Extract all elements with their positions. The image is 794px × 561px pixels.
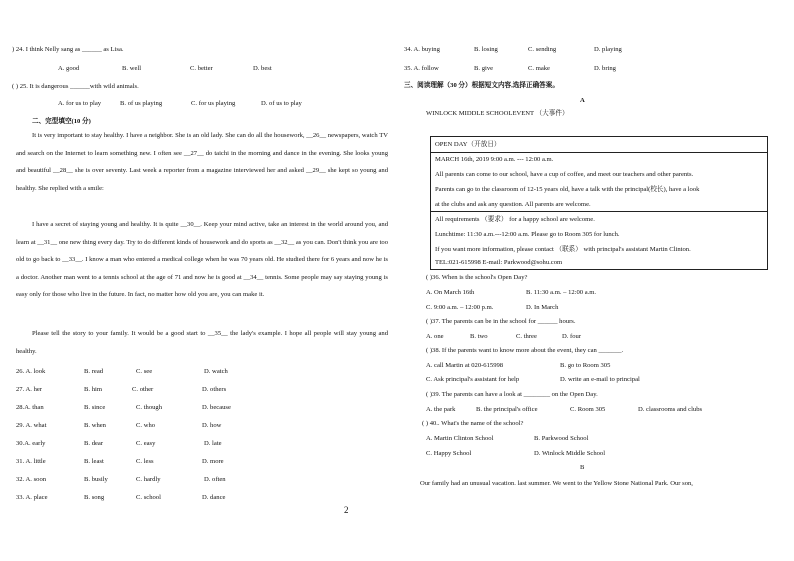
question-39-stem: ( )39. The parents can have a look at ________ on the Open Day. [426,391,598,398]
choice-32-b: B. busily [84,476,108,483]
choice-33-b: B. song [84,494,105,501]
choice-32-d: D. often [204,476,226,483]
q37-option-b: B. two [470,333,488,340]
notice-divider-1 [431,152,767,153]
notice-open-day: OPEN DAY（开放日） [435,141,501,148]
q37-option-a: A. one [426,333,444,340]
q37-option-d: D. four [562,333,582,340]
question-25-stem: ( ) 25. It is dangerous ______with wild animals. [12,83,139,90]
q38-option-a: A. call Martin at 020-615998 [426,362,504,369]
reading-heading: 三、阅读理解（30 分）根据短文内容,选择正确答案。 [404,82,559,89]
notice-divider-2 [431,211,767,212]
q36-option-d: D. In March [526,304,559,311]
choice-26-d: D. watch [204,368,228,375]
open-day-notice-box [430,136,768,270]
q38-option-c: C. Ask principal's assistant for help [426,376,520,383]
choice-29-b: B. when [84,422,106,429]
q25-option-a: A. for us to play [58,100,102,107]
choice-27-b: B. him [84,386,102,393]
question-36-stem: ( )36. When is the school's Open Day? [426,274,528,281]
choice-31-d: D. more [202,458,224,465]
cloze-passage-paragraph-1: It is very important to stay healthy. I have a neighbor. She is an old lady. She can do all the housework, __26__ newspapers, watch TV and search on the Internet to learn something new. I often see __27__ do taichi in the morning and dance in the evening. She looks young and beautiful __28__ she is over seventy. Last week a reporter from a magazine interviewed her and asked __29__ she kept so young and healthy. She replied with a smile: [16,132,388,192]
cloze-passage-paragraph-3: Please tell the story to your family. It would be a good start to __35__ the lady's example. I hope all people will stay young and healthy. [16,330,388,355]
choice-33-c: C. school [136,494,161,501]
q38-option-d: D. write an e-mail to principal [560,376,640,383]
q39-option-a: A. the park [426,406,456,413]
choice-33-a: 33. A. place [16,494,48,501]
choice-29-c: C. who [136,422,156,429]
choice-29-d: D. how [202,422,222,429]
choice-31-c: C. less [136,458,154,465]
q39-option-d: D. classrooms and clubs [638,406,703,413]
section-b-text: Our family had an unusual vacation. last summer. We went to the Yellow Stone National Park. Our son, [420,480,693,487]
page-number: 2 [344,505,349,515]
question-37-stem: ( )37. The parents can be in the school for ______ hours. [426,318,576,325]
q40-option-c: C. Happy School [426,450,472,457]
choice-34-d: D. playing [594,46,622,53]
question-40-stem: ( ) 40.. What's the name of the school? [422,420,524,427]
choice-28-c: C. though [136,404,163,411]
notice-text-1: All parents can come to our school, have a cup of coffee, and meet our teachers and other parents. [435,171,694,178]
choice-28-a: 28.A. than [16,404,44,411]
question-24-stem: ) 24. I think Nelly sang as ______ as Lisa. [12,46,124,53]
choice-35-b: B. give [474,65,494,72]
choice-26-b: B. read [84,368,104,375]
notice-lunchtime: Lunchtime: 11:30 a.m.---12:00 a.m. Please go to Room 305 for lunch. [435,231,620,238]
choice-30-c: C. easy [136,440,156,447]
q25-option-b: B. of us playing [120,100,163,107]
q24-option-d: D. best [253,65,272,72]
q25-option-d: D. of us to play [261,100,302,107]
q39-option-c: C. Room 305 [570,406,606,413]
q25-option-c: C. for us playing [191,100,236,107]
section-a-label: A [580,97,585,104]
q24-option-c: C. better [190,65,213,72]
choice-34-c: C. sending [528,46,557,53]
choice-28-d: D. because [202,404,231,411]
q36-option-b: B. 11:30 a.m. – 12:00 a.m. [526,289,597,296]
q39-option-b: B. the principal's office [476,406,538,413]
choice-31-b: B. least [84,458,104,465]
cloze-passage-paragraph-2: I have a secret of staying young and healthy. It is quite __30__. Keep your mind active, take an interest in the world around you, and learn at __31__ one new thing every day. Try to do different kinds of housework and do sports as __32__ as you can. Don't think you are too old to go back to __33__. I know a man who entered a medical college when he was 70 years old. He studied there for 6 years and now he is a doctor. Another man went to a tennis school at the age of 71 and now he is good at __34__ tennis. Some people may say staying young is easy only for those who live in the future. In fact, no matter how old you are, you can make it. [16,221,388,299]
section-b-label: B [580,464,585,471]
choice-35-a: 35. A. follow [404,65,439,72]
notice-requirements: All requirements （要求） for a happy school are welcome. [435,216,595,223]
q40-option-d: D. Winlock Middle School [534,450,606,457]
choice-27-d: D. others [202,386,227,393]
choice-32-c: C. hardly [136,476,161,483]
choice-26-c: C. see [136,368,153,375]
choice-34-a: 34. A. buying [404,46,440,53]
notice-text-2: Parents can go to the classroom of 12-15 years old, have a talk with the principal(校长), have a look [435,186,700,193]
question-38-stem: ( )38. If the parents want to know more about the event, they can _______. [426,347,624,354]
notice-tel-email: TEL:021-615998 E-mail: Parkwood@sohu.com [435,259,563,266]
choice-30-b: B. dear [84,440,104,447]
choice-32-a: 32. A. soon [16,476,47,483]
notice-text-3: at the clubs and ask any question. All parents are welcome. [435,201,591,208]
q38-option-b: B. go to Room 305 [560,362,611,369]
notice-contact: If you want more information, please contact （联系） with principal's assistant Martin Clinton. [435,246,691,253]
q36-option-a: A. On March 16th [426,289,475,296]
event-title: WINLOCK MIDDLE SCHOOLEVENT （大事件） [426,110,569,117]
choice-29-a: 29. A. what [16,422,47,429]
notice-date: MARCH 16th, 2019 9:00 a.m. --- 12:00 a.m. [435,156,554,163]
choice-30-a: 30.A. early [16,440,46,447]
choice-33-d: D. dance [202,494,226,501]
choice-30-d: D. late [204,440,222,447]
q36-option-c: C. 9:00 a.m. – 12:00 p.m. [426,304,494,311]
choice-26-a: 26. A. look [16,368,46,375]
choice-27-a: 27. A. her [16,386,43,393]
choice-35-c: C. make [528,65,550,72]
q37-option-c: C. three [516,333,537,340]
choice-31-a: 31. A. little [16,458,46,465]
choice-28-b: B. since [84,404,106,411]
choice-35-d: D. bring [594,65,616,72]
choice-27-c: C. other [132,386,154,393]
q24-option-b: B. well [122,65,142,72]
cloze-heading: 二、完型填空(10 分) [32,118,91,125]
q24-option-a: A. good [58,65,80,72]
q40-option-b: B. Parkwood School [534,435,589,442]
q40-option-a: A. Martin Clinton School [426,435,494,442]
choice-34-b: B. losing [474,46,498,53]
